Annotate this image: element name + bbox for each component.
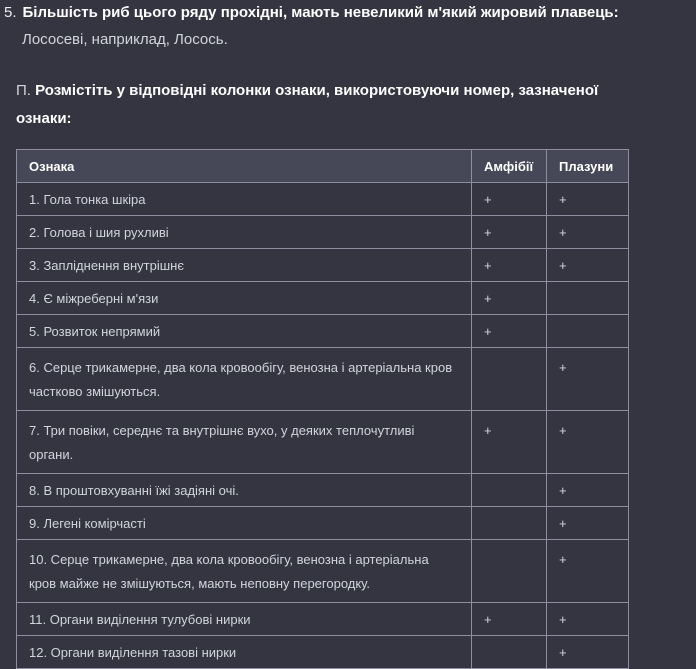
- reptiles-cell: +: [546, 474, 628, 507]
- amphibians-cell: +: [472, 183, 547, 216]
- feature-cell: 4. Є міжреберні м'язи: [17, 282, 472, 315]
- reptiles-cell: +: [546, 348, 628, 411]
- table-row: [17, 348, 629, 411]
- reptiles-cell: +: [546, 603, 628, 636]
- amphibians-cell: +: [472, 411, 547, 474]
- table-row: [17, 474, 629, 507]
- reptiles-cell: +: [546, 540, 628, 603]
- table-row: [17, 249, 629, 282]
- features-table: [16, 149, 629, 669]
- reptiles-cell: +: [546, 507, 628, 540]
- reptiles-cell: +: [546, 216, 628, 249]
- amphibians-cell: [472, 636, 547, 669]
- table-row: [17, 183, 629, 216]
- item-5-question: Більшість риб цього ряду прохідні, мають невеликий м'який жировий плавець:: [22, 4, 619, 21]
- table-row: [17, 315, 629, 348]
- amphibians-cell: +: [472, 315, 547, 348]
- feature-cell: 3. Запліднення внутрішнє: [17, 249, 472, 282]
- table-row: [17, 603, 629, 636]
- amphibians-cell: [472, 540, 547, 603]
- feature-cell: 6. Серце трикамерне, два кола кровообігу, венозна і артеріальна кров частково змішуються.: [17, 348, 472, 411]
- feature-cell: 8. В проштовхуванні їжі задіяні очі.: [17, 474, 472, 507]
- feature-cell: 5. Розвиток непрямий: [17, 315, 472, 348]
- amphibians-cell: [472, 348, 547, 411]
- reptiles-cell: +: [546, 636, 628, 669]
- amphibians-cell: +: [472, 282, 547, 315]
- table-row: [17, 282, 629, 315]
- task-prefix: П.: [16, 82, 31, 99]
- amphibians-cell: [472, 507, 547, 540]
- reptiles-cell: [546, 282, 628, 315]
- feature-cell: 12. Органи виділення тазові нирки: [17, 636, 472, 669]
- item-5-question-line: [4, 3, 619, 23]
- header-reptiles: Плазуни: [546, 150, 628, 183]
- feature-cell: 7. Три повіки, середнє та внутрішнє вухо, у деяких теплочутливі органи.: [17, 411, 472, 474]
- table-row: [17, 507, 629, 540]
- feature-cell: 9. Легені комірчасті: [17, 507, 472, 540]
- task-text: Розмістіть у відповідні колонки ознаки, використовуючи номер, зазначеної ознаки:: [16, 82, 599, 127]
- header-amphibians: Амфібії: [472, 150, 547, 183]
- amphibians-cell: [472, 474, 547, 507]
- header-feature: Ознака: [17, 150, 472, 183]
- table-row: [17, 636, 629, 669]
- reptiles-cell: +: [546, 183, 628, 216]
- amphibians-cell: +: [472, 216, 547, 249]
- feature-cell: 1. Гола тонка шкіра: [17, 183, 472, 216]
- feature-cell: 10. Серце трикамерне, два кола кровообігу, венозна і артеріальна кров майже не змішуються, мають неповну перегородку.: [17, 540, 472, 603]
- table-body: [17, 183, 629, 669]
- amphibians-cell: +: [472, 249, 547, 282]
- reptiles-cell: [546, 315, 628, 348]
- reptiles-cell: +: [546, 249, 628, 282]
- item-5-answer: Лососеві, наприклад, Лосось.: [22, 31, 228, 48]
- amphibians-cell: +: [472, 603, 547, 636]
- table-row: [17, 411, 629, 474]
- table-row: [17, 216, 629, 249]
- feature-cell: 11. Органи виділення тулубові нирки: [17, 603, 472, 636]
- task-instruction: [16, 77, 656, 133]
- item-5-number: 5.: [4, 4, 17, 21]
- reptiles-cell: +: [546, 411, 628, 474]
- table-row: [17, 540, 629, 603]
- feature-cell: 2. Голова і шия рухливі: [17, 216, 472, 249]
- table-header-row: [17, 150, 629, 183]
